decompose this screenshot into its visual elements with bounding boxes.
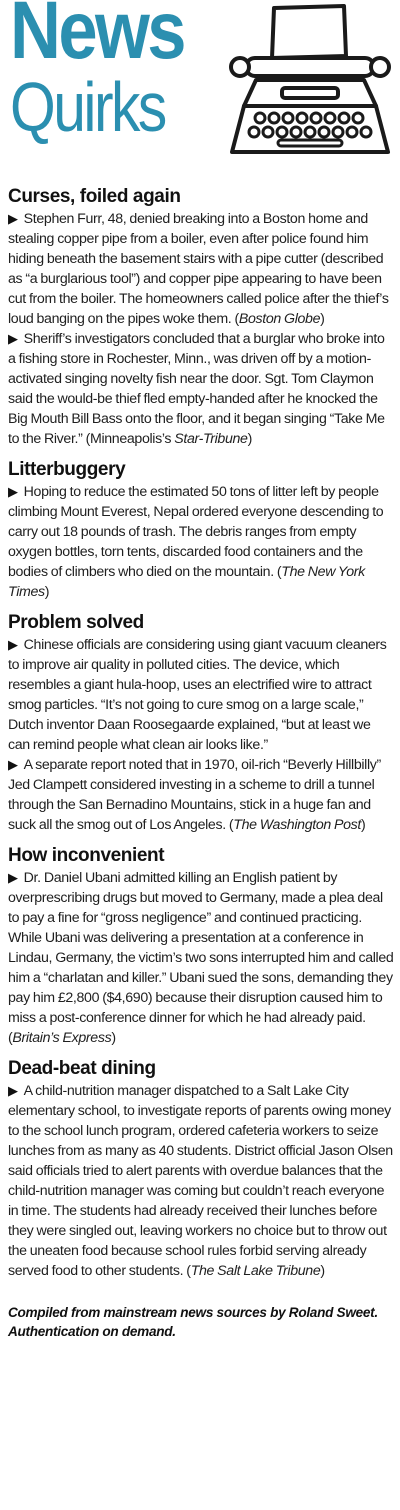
item-text: A separate report noted that in 1970, oil-rich “Beverly Hillbilly” Jed Clampett considered investing in a scheme to drill a tunnel through the San Bernadino Mountains, stick in a huge fan and suck all the smog out of Los Angeles. ( xyxy=(8,757,381,833)
item-source: Star-Tribune xyxy=(174,431,248,447)
bullet-icon: ▶ xyxy=(8,870,18,885)
item-text: Dr. Daniel Ubani admitted killing an English patient by overprescribing drugs but moved to Germany, made a plea deal to pay a fine for “gross negligence” and continued practicing. While Ubani was delivering a presentation at a conference in Lindau, Germany, the victim’s two sons interrupted him and called him a “charlatan and killer.” Ubani sued the sons, demanding they pay him £2,800 ($4,690) because their disruption caused him to miss a post-conference dinner for which he had already paid. ( xyxy=(8,870,394,1046)
item-tail: ) xyxy=(111,1030,116,1046)
item-tail: ) xyxy=(247,431,252,447)
item-tail: ) xyxy=(44,584,50,600)
section-how-inconvenient xyxy=(8,845,394,1048)
item-text: Stephen Furr, 48, denied breaking into a Boston home and stealing copper pipe from a boiler, even after police found him hiding beneath the basement stairs with a pipe cutter (described as “a burglarious tool”) and copper pipe appearing to have been cut from the boiler. The homeowners called police after the thief’s loud banging on the pipes woke them. ( xyxy=(8,211,389,327)
section-title: Problem solved xyxy=(8,612,144,633)
bullet-icon: ▶ xyxy=(8,637,18,652)
bullet-icon: ▶ xyxy=(8,757,18,772)
section-title: Curses, foiled again xyxy=(8,186,181,207)
bullet-icon: ▶ xyxy=(8,1083,18,1098)
typewriter-icon xyxy=(226,2,394,162)
news-item xyxy=(8,1081,394,1281)
section-dead-beat-dining xyxy=(8,1058,394,1281)
section-litterbuggery xyxy=(8,459,394,602)
news-item xyxy=(8,329,394,449)
item-text: Hoping to reduce the estimated 50 tons of litter left by people climbing Mount Everest, Nepal ordered everyone descending to carry out 18 pounds of trash. The debris ranges from empty oxygen bottles, torn tents, discarded food containers and the bodies of climbers who died on the mountain. ( xyxy=(8,484,384,580)
section-problem-solved xyxy=(8,612,394,835)
news-item xyxy=(8,482,394,602)
bullet-icon: ▶ xyxy=(8,211,18,226)
item-tail: ) xyxy=(360,817,366,833)
item-source: The New York Times xyxy=(8,564,365,600)
bullet-icon: ▶ xyxy=(8,484,18,499)
item-source: Boston Globe xyxy=(238,311,321,327)
item-text: Chinese officials are considering using giant vacuum cleaners to improve air quality in polluted cities. The device, which resembles a giant hula-hoop, uses an electrified wire to attract smog particles. “It’s not going to cure smog on a large scale,” Dutch inventor Daan Roosegaarde explained, “but at least we can remind people what clean air looks like.” xyxy=(8,637,387,753)
news-item xyxy=(8,755,394,835)
item-tail: ) xyxy=(320,311,325,327)
article-body xyxy=(8,186,394,1341)
section-title: Dead-beat dining xyxy=(8,1058,156,1079)
section-title: Litterbuggery xyxy=(8,459,126,480)
item-text: Sheriff’s investigators concluded that a burglar who broke into a fishing store in Rochester, Minn., was driven off by a motion-activated singing novelty fish near the door. Sgt. Tom Claymon said the would-be thief fled empty-handed after he knocked the Big Mouth Bill Bass onto the floor, and it began singing “Take Me to the River.” (Minneapolis’s xyxy=(8,331,385,447)
item-text: A child-nutrition manager dispatched to a Salt Lake City elementary school, to investigate reports of parents owing money to the school lunch program, ordered cafeteria workers to seize lunches from as many as 40 students. District official Jason Olsen said officials tried to alert parents with overdue balances that the child-nutrition manager was coming but couldn’t reach everyone in time. The students had already received their lunches before they were singled out, leaving workers no choice but to throw out the uneaten food because school rules forbid serving already served food to other students. ( xyxy=(8,1083,393,1279)
masthead-title-quirks: Quirks xyxy=(10,68,165,146)
item-source: Britain’s Express xyxy=(12,1030,112,1046)
masthead-title-news: News xyxy=(10,0,184,76)
section-curses-foiled-again xyxy=(8,186,394,449)
credit-line: Compiled from mainstream news sources by Roland Sweet. Authentication on demand. xyxy=(8,1305,378,1339)
bullet-icon: ▶ xyxy=(8,331,18,346)
item-source: The Washington Post xyxy=(233,817,361,833)
section-title: How inconvenient xyxy=(8,845,165,866)
item-tail: ) xyxy=(320,1263,325,1279)
item-source: The Salt Lake Tribune xyxy=(190,1263,321,1279)
news-item xyxy=(8,868,394,1048)
news-item xyxy=(8,209,394,329)
news-item xyxy=(8,635,394,755)
masthead xyxy=(6,0,396,170)
